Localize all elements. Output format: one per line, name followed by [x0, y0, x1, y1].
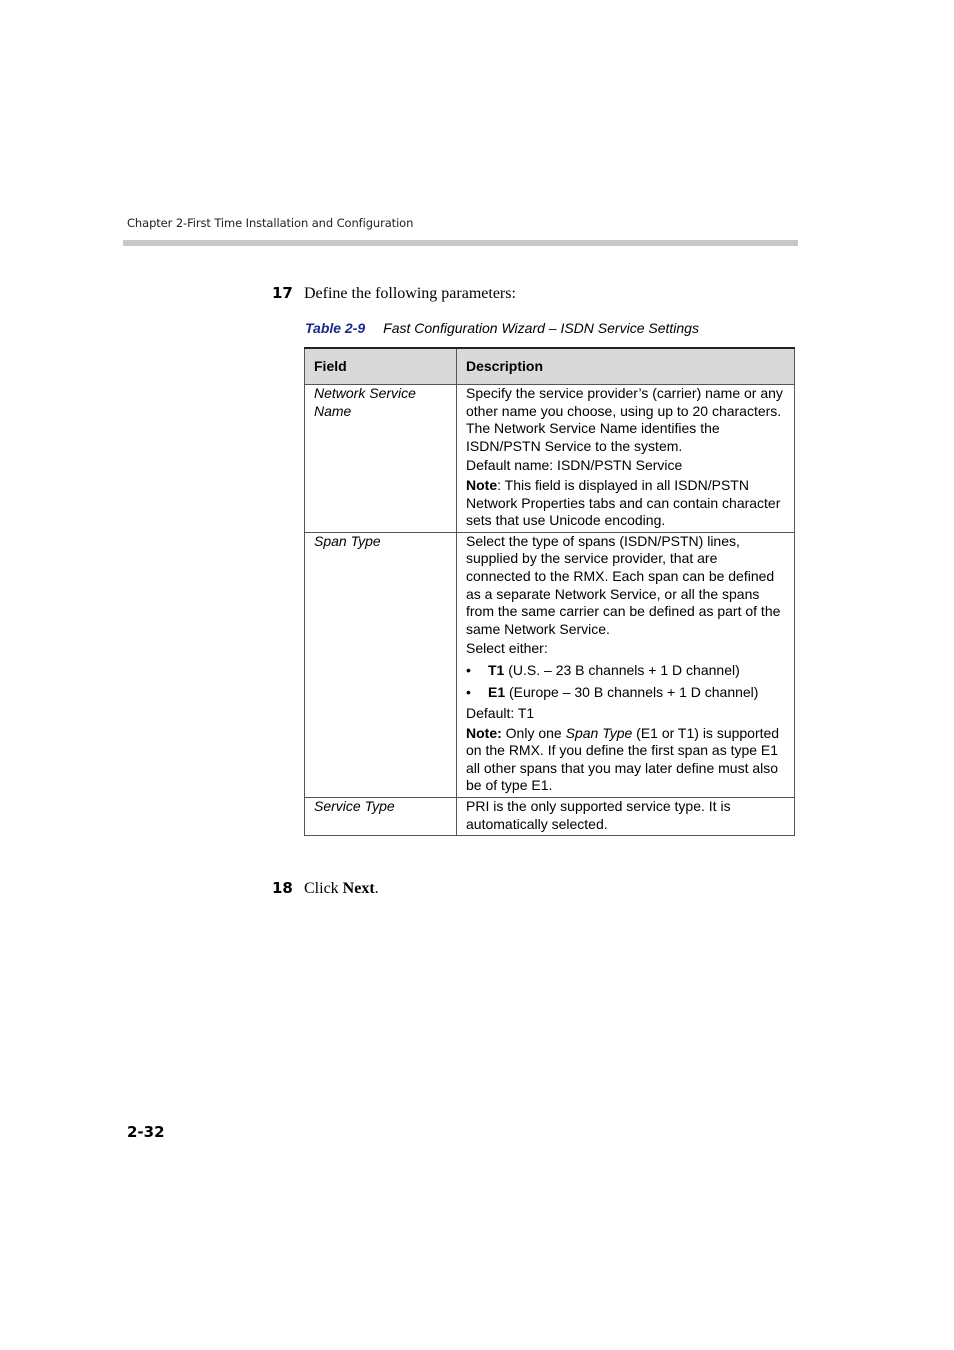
chapter-header: Chapter 2-First Time Installation and Configuration: [127, 216, 414, 230]
table-row: [305, 532, 795, 797]
note-italic: Span Type: [565, 724, 633, 741]
table-number: Table 2-9: [305, 320, 366, 336]
bullet-text: (U.S. – 23 B channels + 1 D channel): [504, 661, 740, 678]
step-18-number: 18: [272, 879, 293, 897]
bullet-bold: T1: [488, 661, 505, 678]
step-18-punct: .: [374, 880, 379, 897]
next-label: Next: [342, 880, 375, 897]
step-18-text: Click: [304, 880, 343, 897]
note-label: Note: [466, 476, 498, 493]
bullet-icon: •: [466, 683, 471, 700]
description-paragraph: Specify the service provider’s (carrier) name or any other name you choose, using up to 20 characters. The Network Service Name identifies the ISDN/PSTN Service to the system.: [466, 385, 783, 454]
step-17-number: 17: [272, 284, 293, 302]
note-text: : This field is displayed in all ISDN/PSTN Network Properties tabs and can contain character sets that use Unicode encoding.: [466, 476, 781, 529]
header-divider: [123, 240, 798, 246]
bullet-item-e1: [466, 684, 785, 702]
bullet-bold: E1: [488, 683, 506, 700]
field-network-service-name: Network Service Name: [305, 385, 457, 533]
description-paragraph: Select the type of spans (ISDN/PSTN) lines, supplied by the service provider, that are connected to the RMX. Each span can be defined as a separate Network Service, or all the spans from the same carrier can be defined as part of the same Network Service.: [466, 532, 781, 637]
isdn-settings-table: [304, 347, 795, 836]
description-paragraph: PRI is the only supported service type. It is automatically selected.: [466, 798, 731, 832]
step-17-text: Define the following parameters:: [304, 285, 516, 302]
step-18: [272, 879, 379, 898]
description-network-service-name: [457, 385, 795, 533]
table-row: [305, 798, 795, 836]
default-value: Default: T1: [466, 705, 535, 722]
bullet-item-t1: [466, 662, 785, 680]
table-title: Fast Configuration Wizard – ISDN Service Settings: [383, 320, 699, 336]
note-label: Note:: [466, 724, 502, 741]
note: [466, 477, 785, 530]
table-header-row: [305, 348, 795, 385]
page-number: 2-32: [127, 1123, 165, 1141]
field-span-type: Span Type: [305, 532, 457, 797]
note-text: (E1 or T1) is supported on the RMX. If you define the first span as type E1 all other spans that you may later define must also be of type E1.: [466, 724, 780, 794]
bullet-text: (Europe – 30 B channels + 1 D channel): [505, 683, 759, 700]
table-row: [305, 385, 795, 533]
field-service-type: Service Type: [305, 798, 457, 836]
table-caption: [305, 320, 699, 336]
default-value: Default name: ISDN/PSTN Service: [466, 457, 683, 474]
description-span-type: [457, 532, 795, 797]
column-header-field: Field: [305, 348, 457, 385]
description-service-type: [457, 798, 795, 836]
column-header-description: Description: [457, 348, 795, 385]
bullet-icon: •: [466, 661, 471, 678]
note-text: Only one: [501, 724, 566, 741]
step-17: [272, 284, 516, 303]
select-either-text: Select either:: [466, 640, 548, 657]
note: [466, 725, 785, 795]
